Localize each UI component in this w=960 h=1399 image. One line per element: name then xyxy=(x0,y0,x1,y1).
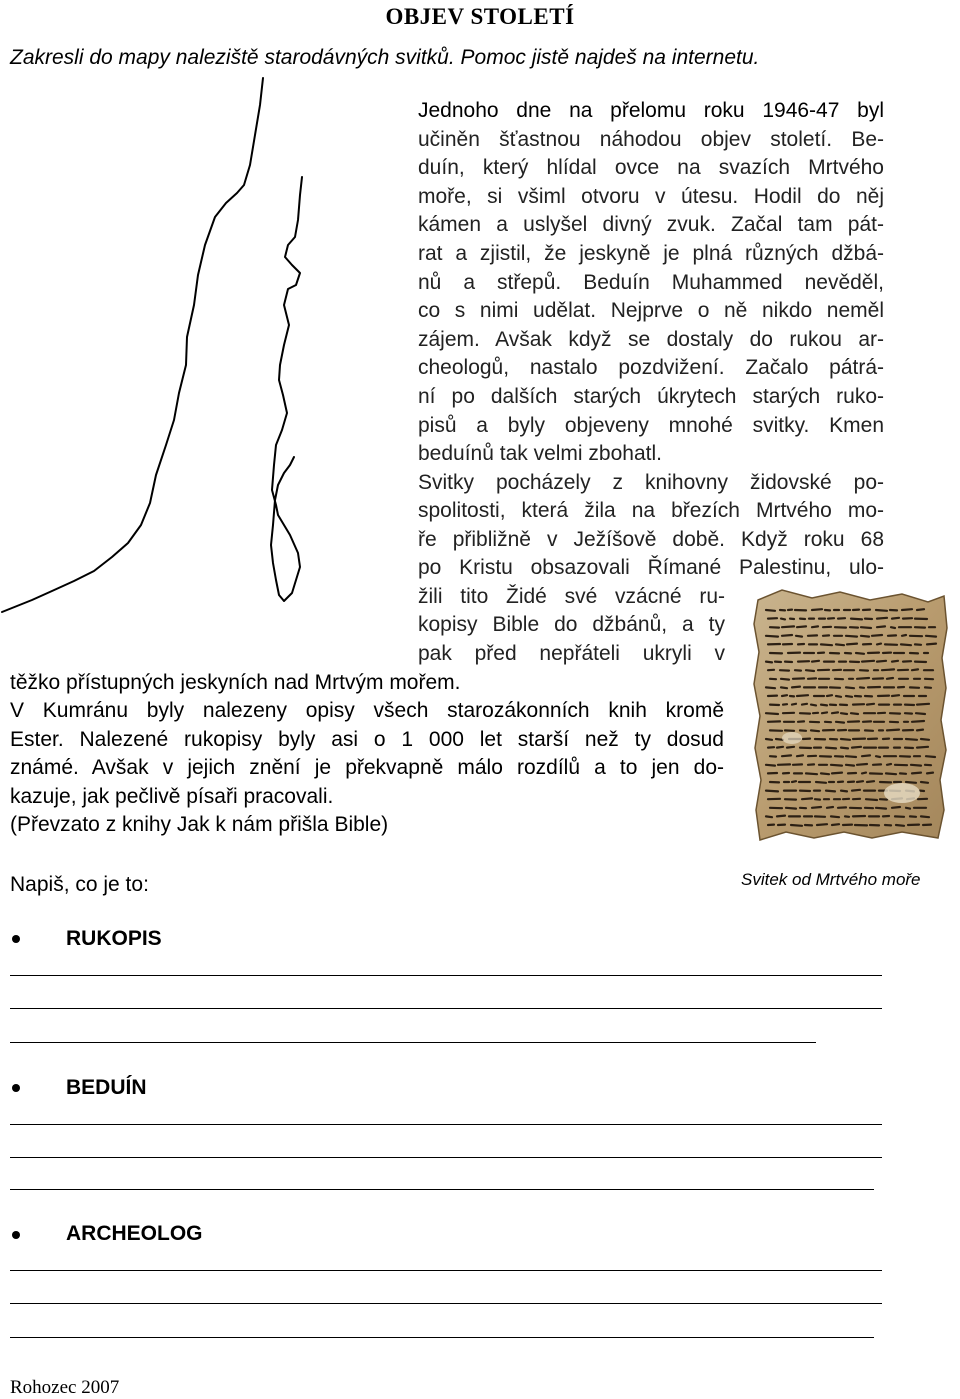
scroll-glyph xyxy=(766,662,772,663)
scroll-glyph xyxy=(797,755,803,756)
paragraph-line: známé. Avšak v jejich znění je překvapně málo rozdílů a to jen do- xyxy=(10,757,724,778)
paragraph-line: ní po dalších starých úkrytech starých ruko- xyxy=(418,386,884,407)
answer-line[interactable] xyxy=(10,1124,882,1125)
scroll-glyph xyxy=(797,695,808,696)
scroll-glyph xyxy=(862,755,870,756)
scroll-glyph xyxy=(846,696,852,697)
scroll-glyph xyxy=(832,773,842,774)
answer-line[interactable] xyxy=(10,1008,882,1009)
paragraph-line: po Kristu obsazovali Římané Palestinu, ulo- xyxy=(418,557,884,578)
scroll-glyph xyxy=(802,798,812,799)
paragraph-line: ře přibližně v Ježíšově době. Když roku 68 xyxy=(418,529,884,550)
scroll-glyph xyxy=(916,713,925,714)
scroll-glyph xyxy=(887,730,899,731)
scroll-glyph xyxy=(796,636,802,637)
scroll-glyph xyxy=(877,661,886,662)
scroll-glyph xyxy=(921,739,929,740)
scroll-glyph xyxy=(867,781,874,782)
paragraph-line: žili tito Židé své vzácné ru- xyxy=(418,586,725,607)
scroll-glyph xyxy=(846,765,854,766)
scroll-glyph xyxy=(921,816,929,817)
scroll-glyph xyxy=(912,669,918,670)
scroll-glyph xyxy=(892,618,899,619)
scroll-glyph xyxy=(841,748,848,749)
scroll-glyph xyxy=(917,704,929,705)
paragraph-line: V Kumránu byly nalezeny opisy všech starozákonních knih kromě xyxy=(10,700,724,721)
scroll-glyph xyxy=(877,644,881,645)
paragraph-line: Jednoho dne na přelomu roku 1946-47 byl xyxy=(418,100,884,121)
scroll-glyph xyxy=(876,756,880,757)
source-note: (Převzato z knihy Jak k nám přišla Bible) xyxy=(10,814,388,835)
scroll-glyph xyxy=(781,679,789,680)
scroll-glyph xyxy=(766,687,775,688)
paragraph-line: rat a zjistil, že jeskyně je plná různých džbá- xyxy=(418,243,884,264)
scroll-glyph xyxy=(841,791,847,792)
scroll-glyph xyxy=(857,764,867,765)
term-rukopis: RUKOPIS xyxy=(66,927,162,951)
scroll-glyph xyxy=(766,765,775,766)
scroll-glyph xyxy=(777,816,785,817)
bullet-icon xyxy=(12,1084,20,1092)
scroll-glyph xyxy=(827,807,833,808)
scroll-glyph xyxy=(787,747,794,748)
scroll-glyph xyxy=(766,610,775,611)
answer-line[interactable] xyxy=(10,975,882,976)
scroll-glyph xyxy=(791,825,802,826)
answer-line[interactable] xyxy=(10,1157,882,1158)
scroll-glyph xyxy=(887,764,891,765)
scroll-glyph xyxy=(917,609,924,610)
scroll-glyph xyxy=(862,661,874,662)
scroll-glyph xyxy=(927,773,933,774)
scroll-glyph xyxy=(857,678,869,679)
paragraph-line: nů a střepů. Beduín Muhammed nevěděl, xyxy=(418,272,884,293)
scroll-glyph xyxy=(841,739,850,740)
scroll-glyph xyxy=(836,722,844,723)
scroll-glyph xyxy=(906,808,910,809)
scroll-glyph xyxy=(792,687,800,688)
paragraph-line: moře, si všiml otvoru v útesu. Hodil do něj xyxy=(418,186,884,207)
scroll-glyph xyxy=(832,824,839,825)
scroll-glyph xyxy=(812,609,822,610)
paragraph-line: beduínů tak velmi zbohatl. xyxy=(418,443,884,464)
scroll-glyph xyxy=(811,705,816,706)
scroll-glyph xyxy=(892,695,899,696)
scroll-glyph xyxy=(862,773,866,774)
scroll-glyph xyxy=(782,635,792,636)
scroll-glyph xyxy=(877,626,885,627)
term-archeolog: ARCHEOLOG xyxy=(66,1222,203,1246)
scroll-glyph xyxy=(846,636,857,637)
scroll-glyph xyxy=(817,824,827,825)
scroll-glyph xyxy=(777,747,783,748)
scroll-glyph xyxy=(861,636,869,637)
scroll-glyph xyxy=(826,791,835,792)
scroll-glyph xyxy=(836,644,844,645)
paragraph-line: těžko přístupných jeskyních nad Mrtvým mořem. xyxy=(10,672,461,693)
scroll-glyph xyxy=(802,704,807,705)
paragraph-line: spolitosti, která žila na březích Mrtvého mo- xyxy=(418,500,884,521)
scroll-glyph xyxy=(911,765,921,766)
scroll-glyph xyxy=(766,816,772,817)
scroll-glyph xyxy=(906,782,916,783)
answer-line[interactable] xyxy=(10,1337,874,1338)
paragraph-line: pak před nepřáteli ukryli v xyxy=(418,643,725,664)
term-beduin: BEDUÍN xyxy=(66,1076,147,1100)
bullet-icon xyxy=(12,935,20,943)
scroll-glyph xyxy=(891,627,895,628)
scroll-glyph xyxy=(876,808,886,809)
scroll-glyph xyxy=(836,696,841,697)
scroll-glyph xyxy=(892,807,900,808)
paragraph-line: kámen a uslyšel divný zvuk. Začal tam pát- xyxy=(418,214,884,235)
scroll-glyph xyxy=(816,782,826,783)
scroll-glyph xyxy=(766,636,778,637)
scroll-glyph xyxy=(902,609,912,610)
image-caption: Svitek od Mrtvého moře xyxy=(741,870,921,890)
scroll-glyph xyxy=(806,670,814,671)
scroll-glyph xyxy=(886,773,896,774)
scroll-glyph xyxy=(912,773,921,774)
scroll-glyph xyxy=(852,790,860,791)
scroll-glyph xyxy=(912,721,924,722)
scroll-glyph xyxy=(852,747,861,748)
paragraph-line: pisů a byly objeveny mnohé svitky. Kmen xyxy=(418,415,884,436)
scroll-glyph xyxy=(851,619,862,620)
scroll-glyph xyxy=(866,799,877,800)
scroll-glyph xyxy=(861,627,871,628)
scroll-glyph xyxy=(926,636,936,637)
answer-line[interactable] xyxy=(10,1189,874,1190)
scroll-glyph xyxy=(766,713,778,714)
paragraph-line: cheologů, nastalo pozdvižení. Začalo pátrá- xyxy=(418,357,884,378)
scroll-glyph xyxy=(826,748,836,749)
paragraph-line: kazuje, jak pečlivě písaři pracovali. xyxy=(10,786,333,807)
scroll-glyph xyxy=(887,678,893,679)
scroll-glyph xyxy=(827,695,832,696)
scroll-glyph xyxy=(926,756,935,757)
scroll-glyph xyxy=(867,704,874,705)
scroll-glyph xyxy=(902,635,906,636)
footer-credit: Rohozec 2007 xyxy=(10,1377,119,1399)
scroll-glyph xyxy=(927,644,936,645)
scroll-glyph xyxy=(812,626,818,627)
scroll-glyph xyxy=(821,644,832,645)
scroll-glyph xyxy=(831,765,842,766)
scroll-glyph xyxy=(812,661,819,662)
paragraph-line: zájem. Avšak když se dostaly do rukou ar- xyxy=(418,329,884,350)
scroll-glyph xyxy=(846,756,856,757)
scroll-glyph xyxy=(821,773,829,774)
scroll-glyph xyxy=(846,687,854,688)
scroll-glyph xyxy=(882,669,894,670)
scroll-glyph xyxy=(786,808,796,809)
scroll-glyph xyxy=(917,747,928,748)
scroll-glyph xyxy=(822,712,827,713)
scroll-glyph xyxy=(917,730,923,731)
scroll-glyph xyxy=(781,687,787,688)
page-title: OBJEV STOLETÍ xyxy=(0,4,960,30)
scroll-glyph xyxy=(901,644,911,645)
answer-line[interactable] xyxy=(10,1042,816,1043)
dead-sea-map-icon xyxy=(0,75,320,620)
scroll-glyph xyxy=(811,730,819,731)
scroll-glyph xyxy=(776,739,783,740)
scroll-glyph xyxy=(906,739,917,740)
scroll-glyph xyxy=(877,618,887,619)
scroll-glyph xyxy=(821,705,827,706)
scroll-glyph xyxy=(766,791,778,792)
paragraph-line: Ester. Nalezené rukopisy byly asi o 1 000 let starší než ty dosud xyxy=(10,729,724,750)
scroll-glyph xyxy=(781,619,785,620)
scroll-glyph xyxy=(782,626,794,627)
scroll-glyph xyxy=(812,807,821,808)
scroll-glyph xyxy=(896,825,904,826)
answer-line[interactable] xyxy=(10,1270,882,1271)
paragraph-line: učiněn šťastnou náhodou objev století. Be- xyxy=(418,129,884,150)
scroll-glyph xyxy=(851,713,858,714)
paragraph-line: kopisy Bible do džbánů, a ty xyxy=(418,614,725,635)
scroll-glyph xyxy=(792,781,796,782)
scroll-glyph xyxy=(792,704,796,705)
scroll-glyph xyxy=(782,755,791,756)
bullet-icon xyxy=(12,1231,20,1239)
scroll-glyph xyxy=(892,661,898,662)
scroll-glyph xyxy=(857,781,863,782)
scroll-glyph xyxy=(876,610,887,611)
scroll-glyph xyxy=(841,713,847,714)
task-prompt: Napiš, co je to: xyxy=(10,873,149,897)
scroll-glyph xyxy=(806,773,817,774)
paragraph-line: co s nimi udělat. Nejprve o ně nikdo neměl xyxy=(418,300,884,321)
scroll-glyph xyxy=(766,739,772,740)
scroll-glyph xyxy=(831,816,839,817)
scroll-glyph xyxy=(847,644,857,645)
scroll-glyph xyxy=(797,626,806,627)
scroll-glyph xyxy=(856,653,864,654)
dead-sea-scroll-icon xyxy=(752,588,950,842)
scroll-glyph xyxy=(872,635,882,636)
scroll-glyph xyxy=(832,712,838,713)
answer-line[interactable] xyxy=(10,1303,882,1304)
paragraph-line: duín, který hlídal ovce na svazích Mrtvého xyxy=(418,157,884,178)
scroll-glyph xyxy=(782,695,787,696)
scroll-glyph xyxy=(921,782,928,783)
paragraph-line: Svitky pocházely z knihovny židovské po- xyxy=(418,472,884,493)
instruction-text: Zakresli do mapy naleziště starodávných svitků. Pomoc jistě najdeš na internetu. xyxy=(10,46,759,70)
